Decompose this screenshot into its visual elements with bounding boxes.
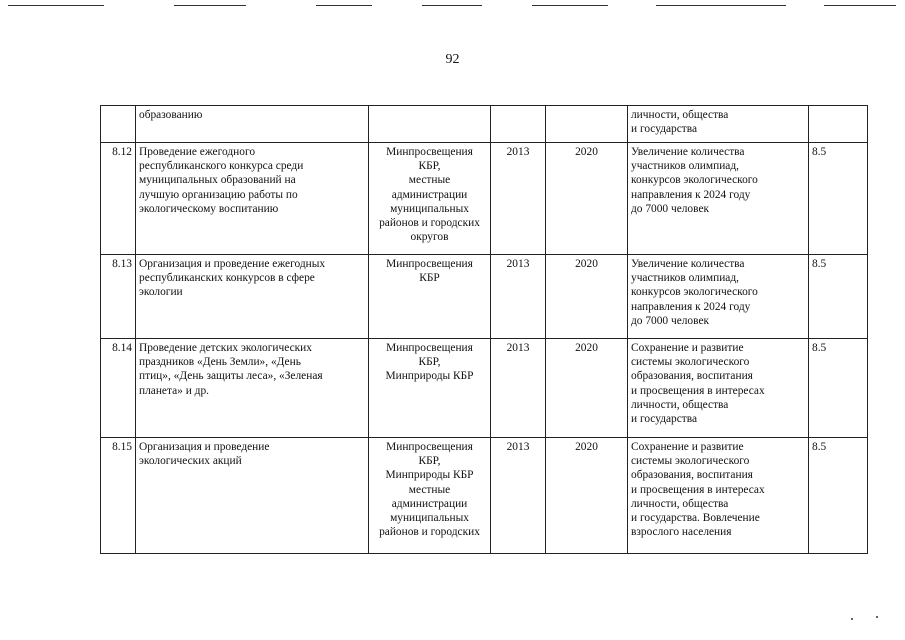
action-cell: образованию [136, 106, 369, 143]
header-rule [8, 5, 104, 6]
start-year: 2013 [491, 339, 546, 438]
scan-speck [851, 618, 853, 620]
responsible-cell: Минпросвещения КБР [369, 255, 491, 339]
end-year: 2020 [546, 339, 628, 438]
result-cell: Сохранение и развитие системы экологического образования, воспитания и просвещения в интересах личности, общества и государства [628, 339, 809, 438]
start-year: 2013 [491, 143, 546, 255]
item-number [101, 106, 136, 143]
reference-cell: 8.5 [809, 143, 868, 255]
header-rule [532, 5, 608, 6]
header-rule [656, 5, 786, 6]
header-rule [824, 5, 896, 6]
header-rule [316, 5, 372, 6]
responsible-cell [369, 106, 491, 143]
result-cell: Увеличение количества участников олимпиад, конкурсов экологического направления к 2024 году до 7000 человек [628, 143, 809, 255]
item-number: 8.14 [101, 339, 136, 438]
responsible-cell: Минпросвещения КБР, местные администрации муниципальных районов и городских округов [369, 143, 491, 255]
action-cell: Организация и проведение ежегодных республиканских конкурсов в сфере экологии [136, 255, 369, 339]
result-cell: Сохранение и развитие системы экологического образования, воспитания и просвещения в интересах личности, общества и государства. Вовлечение взрослого населения [628, 438, 809, 554]
end-year [546, 106, 628, 143]
reference-cell [809, 106, 868, 143]
reference-cell: 8.5 [809, 339, 868, 438]
reference-cell: 8.5 [809, 255, 868, 339]
reference-cell: 8.5 [809, 438, 868, 554]
action-cell: Проведение детских экологических праздников «День Земли», «День птиц», «День защиты леса», «Зеленая планета» и др. [136, 339, 369, 438]
page-number: 92 [445, 52, 460, 67]
end-year: 2020 [546, 438, 628, 554]
item-number: 8.13 [101, 255, 136, 339]
start-year: 2013 [491, 255, 546, 339]
header-rule [422, 5, 482, 6]
start-year: 2013 [491, 438, 546, 554]
table-row [101, 339, 868, 438]
start-year [491, 106, 546, 143]
result-cell: Увеличение количества участников олимпиад, конкурсов экологического направления к 2024 году до 7000 человек [628, 255, 809, 339]
activities-table [100, 105, 868, 554]
header-rule [174, 5, 246, 6]
result-cell: личности, общества и государства [628, 106, 809, 143]
table-row [101, 143, 868, 255]
table-row [101, 438, 868, 554]
table-row [101, 106, 868, 143]
responsible-cell: Минпросвещения КБР, Минприроды КБР [369, 339, 491, 438]
action-cell: Проведение ежегодного республиканского конкурса среди муниципальных образований на лучшую организацию работы по экологическому воспитанию [136, 143, 369, 255]
item-number: 8.15 [101, 438, 136, 554]
end-year: 2020 [546, 143, 628, 255]
scan-speck [876, 616, 878, 618]
item-number: 8.12 [101, 143, 136, 255]
action-cell: Организация и проведение экологических акций [136, 438, 369, 554]
table-row [101, 255, 868, 339]
end-year: 2020 [546, 255, 628, 339]
responsible-cell: Минпросвещения КБР, Минприроды КБР местные администрации муниципальных районов и городских [369, 438, 491, 554]
